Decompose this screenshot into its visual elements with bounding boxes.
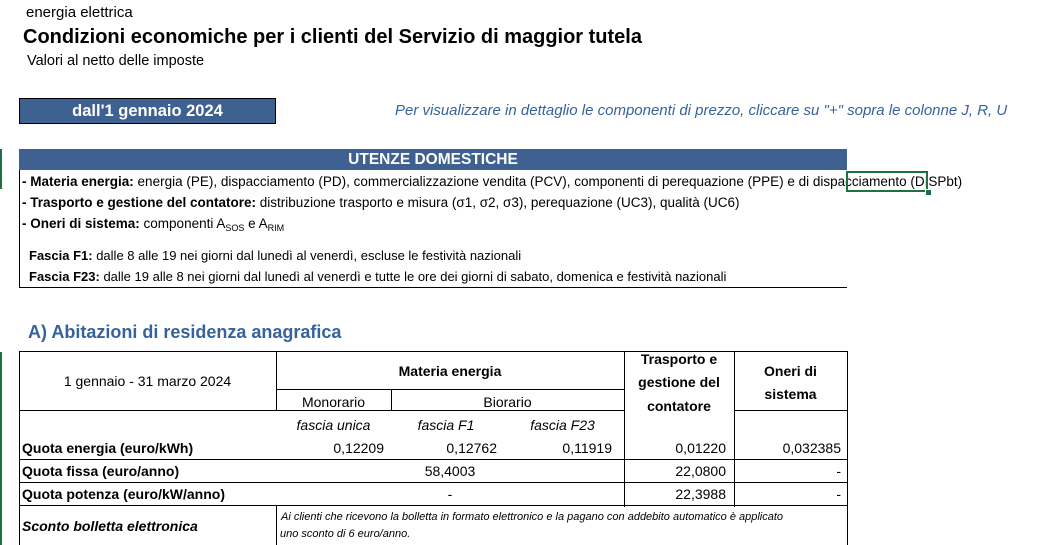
col-oneri-line2: sistema <box>764 386 817 402</box>
info-materia-text: energia (PE), dispacciamento (PD), commercializzazione vendita (PCV), componenti di perequazione (PPE) e di dispacciamento (DISPbt) <box>133 174 963 189</box>
page-title: Condizioni economiche per i clienti del Servizio di maggior tutela <box>23 26 642 48</box>
info-oneri-mid: e A <box>244 216 268 231</box>
col-trasporto-line2: gestione del <box>638 374 720 390</box>
info-trasporto-line[interactable] <box>22 195 740 210</box>
info-oneri-label: - Oneri di sistema: <box>22 216 140 231</box>
price-table <box>19 351 847 545</box>
row-selection-marker <box>0 149 2 189</box>
info-oneri-sub-rim: RIM <box>267 223 285 233</box>
info-oneri-sub-sos: SOS <box>225 223 245 233</box>
col-materia-energia: Materia energia <box>398 363 502 379</box>
info-heading[interactable]: UTENZE DOMESTICHE <box>19 149 847 170</box>
cell-fissa-materia[interactable]: 58,4003 <box>424 463 476 479</box>
row-quota-fissa-label: Quota fissa (euro/anno) <box>22 463 180 479</box>
cell-potenza-materia[interactable]: - <box>447 486 453 502</box>
info-oneri-line[interactable] <box>22 216 284 233</box>
date-banner[interactable]: dall'1 gennaio 2024 <box>19 98 276 124</box>
period-label: 1 gennaio - 31 marzo 2024 <box>63 373 232 389</box>
info-f1-text: dalle 8 alle 19 nei giorni dal lunedì al venerdì, escluse le festività nazionali <box>92 248 522 263</box>
row-quota-energia-label: Quota energia (euro/kWh) <box>22 440 194 456</box>
col-monorario: Monorario <box>301 394 366 410</box>
cell-fissa-oneri[interactable]: - <box>836 463 841 479</box>
info-f23-line[interactable] <box>29 269 726 284</box>
col-oneri-line1: Oneri di <box>764 363 817 379</box>
cell-fissa-trasporto[interactable]: 22,0800 <box>675 463 726 479</box>
col-trasporto-line3: contatore <box>647 398 711 414</box>
info-materia-label: - Materia energia: <box>22 174 134 189</box>
info-materia-line[interactable] <box>22 174 962 189</box>
info-f23-text: dalle 19 alle 8 nei giorni dal lunedì al venerdì e tutte le ore dei giorni di sabato, domenica e festività nazionali <box>99 269 727 284</box>
info-trasporto-text: distribuzione trasporto e misura (σ1, σ2, σ3), perequazione (UC3), qualità (UC6) <box>256 195 740 210</box>
info-f1-line[interactable] <box>29 248 521 263</box>
active-cell-cursor[interactable] <box>846 171 928 192</box>
page-subtitle: Valori al netto delle imposte <box>27 53 205 69</box>
cell-energia-monorario[interactable]: 0,12209 <box>333 440 384 456</box>
info-box <box>19 149 963 288</box>
sub-fascia-f1: fascia F1 <box>417 417 475 433</box>
col-biorario: Biorario <box>483 394 532 410</box>
cell-energia-f23[interactable]: 0,11919 <box>562 440 612 456</box>
cell-potenza-trasporto[interactable]: 22,3988 <box>675 486 726 502</box>
row-selection-marker-2 <box>0 352 2 545</box>
sub-fascia-f23: fascia F23 <box>530 417 595 433</box>
fill-handle[interactable] <box>925 189 932 196</box>
row-sconto-label: Sconto bolletta elettronica <box>22 518 198 534</box>
info-trasporto-label: - Trasporto e gestione del contatore: <box>22 195 257 210</box>
category-label: energia elettrica <box>26 4 133 21</box>
cell-energia-f1[interactable]: 0,12762 <box>446 440 497 456</box>
info-f23-label: Fascia F23: <box>29 269 100 284</box>
info-f1-label: Fascia F1: <box>29 248 93 263</box>
row-quota-potenza-label: Quota potenza (euro/kW/anno) <box>22 486 225 502</box>
col-trasporto-line1: Trasporto e <box>640 351 718 367</box>
sconto-text-line1[interactable]: Ai clienti che ricevono la bolletta in formato elettronico e la pagano con addebito automatico è applicato <box>281 511 784 523</box>
sub-fascia-unica: fascia unica <box>296 417 371 433</box>
cell-energia-trasporto[interactable]: 0,01220 <box>675 440 726 456</box>
section-a-title: A) Abitazioni di residenza anagrafica <box>28 322 342 342</box>
hint-text: Per visualizzare in dettaglio le componenti di prezzo, cliccare su "+" sopra le colonne J, R, U <box>395 102 1008 119</box>
cell-potenza-oneri[interactable]: - <box>836 486 841 502</box>
info-oneri-text: componenti A <box>139 216 226 231</box>
sconto-text-line2[interactable]: uno sconto di 6 euro/anno. <box>280 528 411 540</box>
cell-energia-oneri[interactable]: 0,032385 <box>782 440 841 456</box>
